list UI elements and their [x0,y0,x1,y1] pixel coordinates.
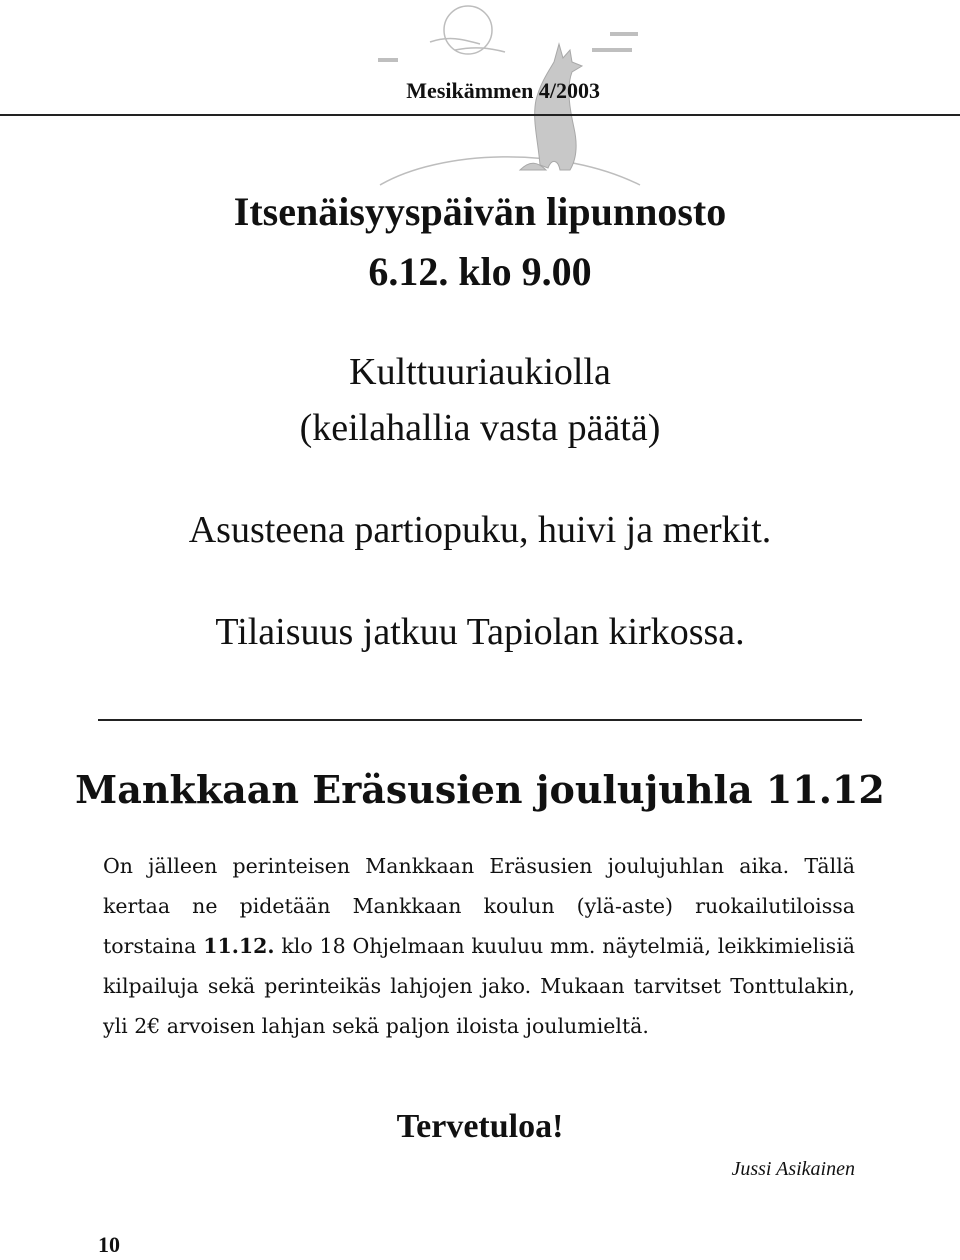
event-continuation: Tilaisuus jatkuu Tapiolan kirkossa. [215,611,745,653]
publication-header: Mesikämmen 4/2003 [406,78,600,103]
body-text-end: klo 18 Ohjelmaan kuuluu mm. näytelmiä, leikkimielisiä kilpailuja sekä perinteikäs lahjojen jako. Mukaan tarvitset Tonttulakin, yli 2€ arvoisen lahjan sekä paljon iloista joulumieltä. [103,934,855,1038]
page-number: 10 [98,1232,120,1257]
event-location-detail: (keilahallia vasta päätä) [299,407,661,449]
section-divider [98,719,862,721]
event-dress-code: Asusteena partiopuku, huivi ja merkit. [188,509,772,551]
event-time: 6.12. klo 9.00 [368,249,592,294]
section-heading: Mankkaan Eräsusien joulujuhla 11.12 [75,767,885,812]
author-signature: Jussi Asikainen [731,1158,855,1180]
header-divider [0,114,960,116]
welcome-text: Tervetuloa! [396,1108,564,1145]
section-body [103,846,855,1046]
body-text-start: On jälleen perinteisen Mankkaan Eräsusien joulujuhlan aika. Tällä kertaa ne pidetään Mankkaan koulun (ylä-aste) ruokailutiloissa torstaina [103,854,855,958]
body-date: 11.12. [203,934,275,958]
event-title: Itsenäisyyspäivän lipunnosto [233,189,727,234]
event-location: Kulttuuriaukiolla [349,351,611,393]
